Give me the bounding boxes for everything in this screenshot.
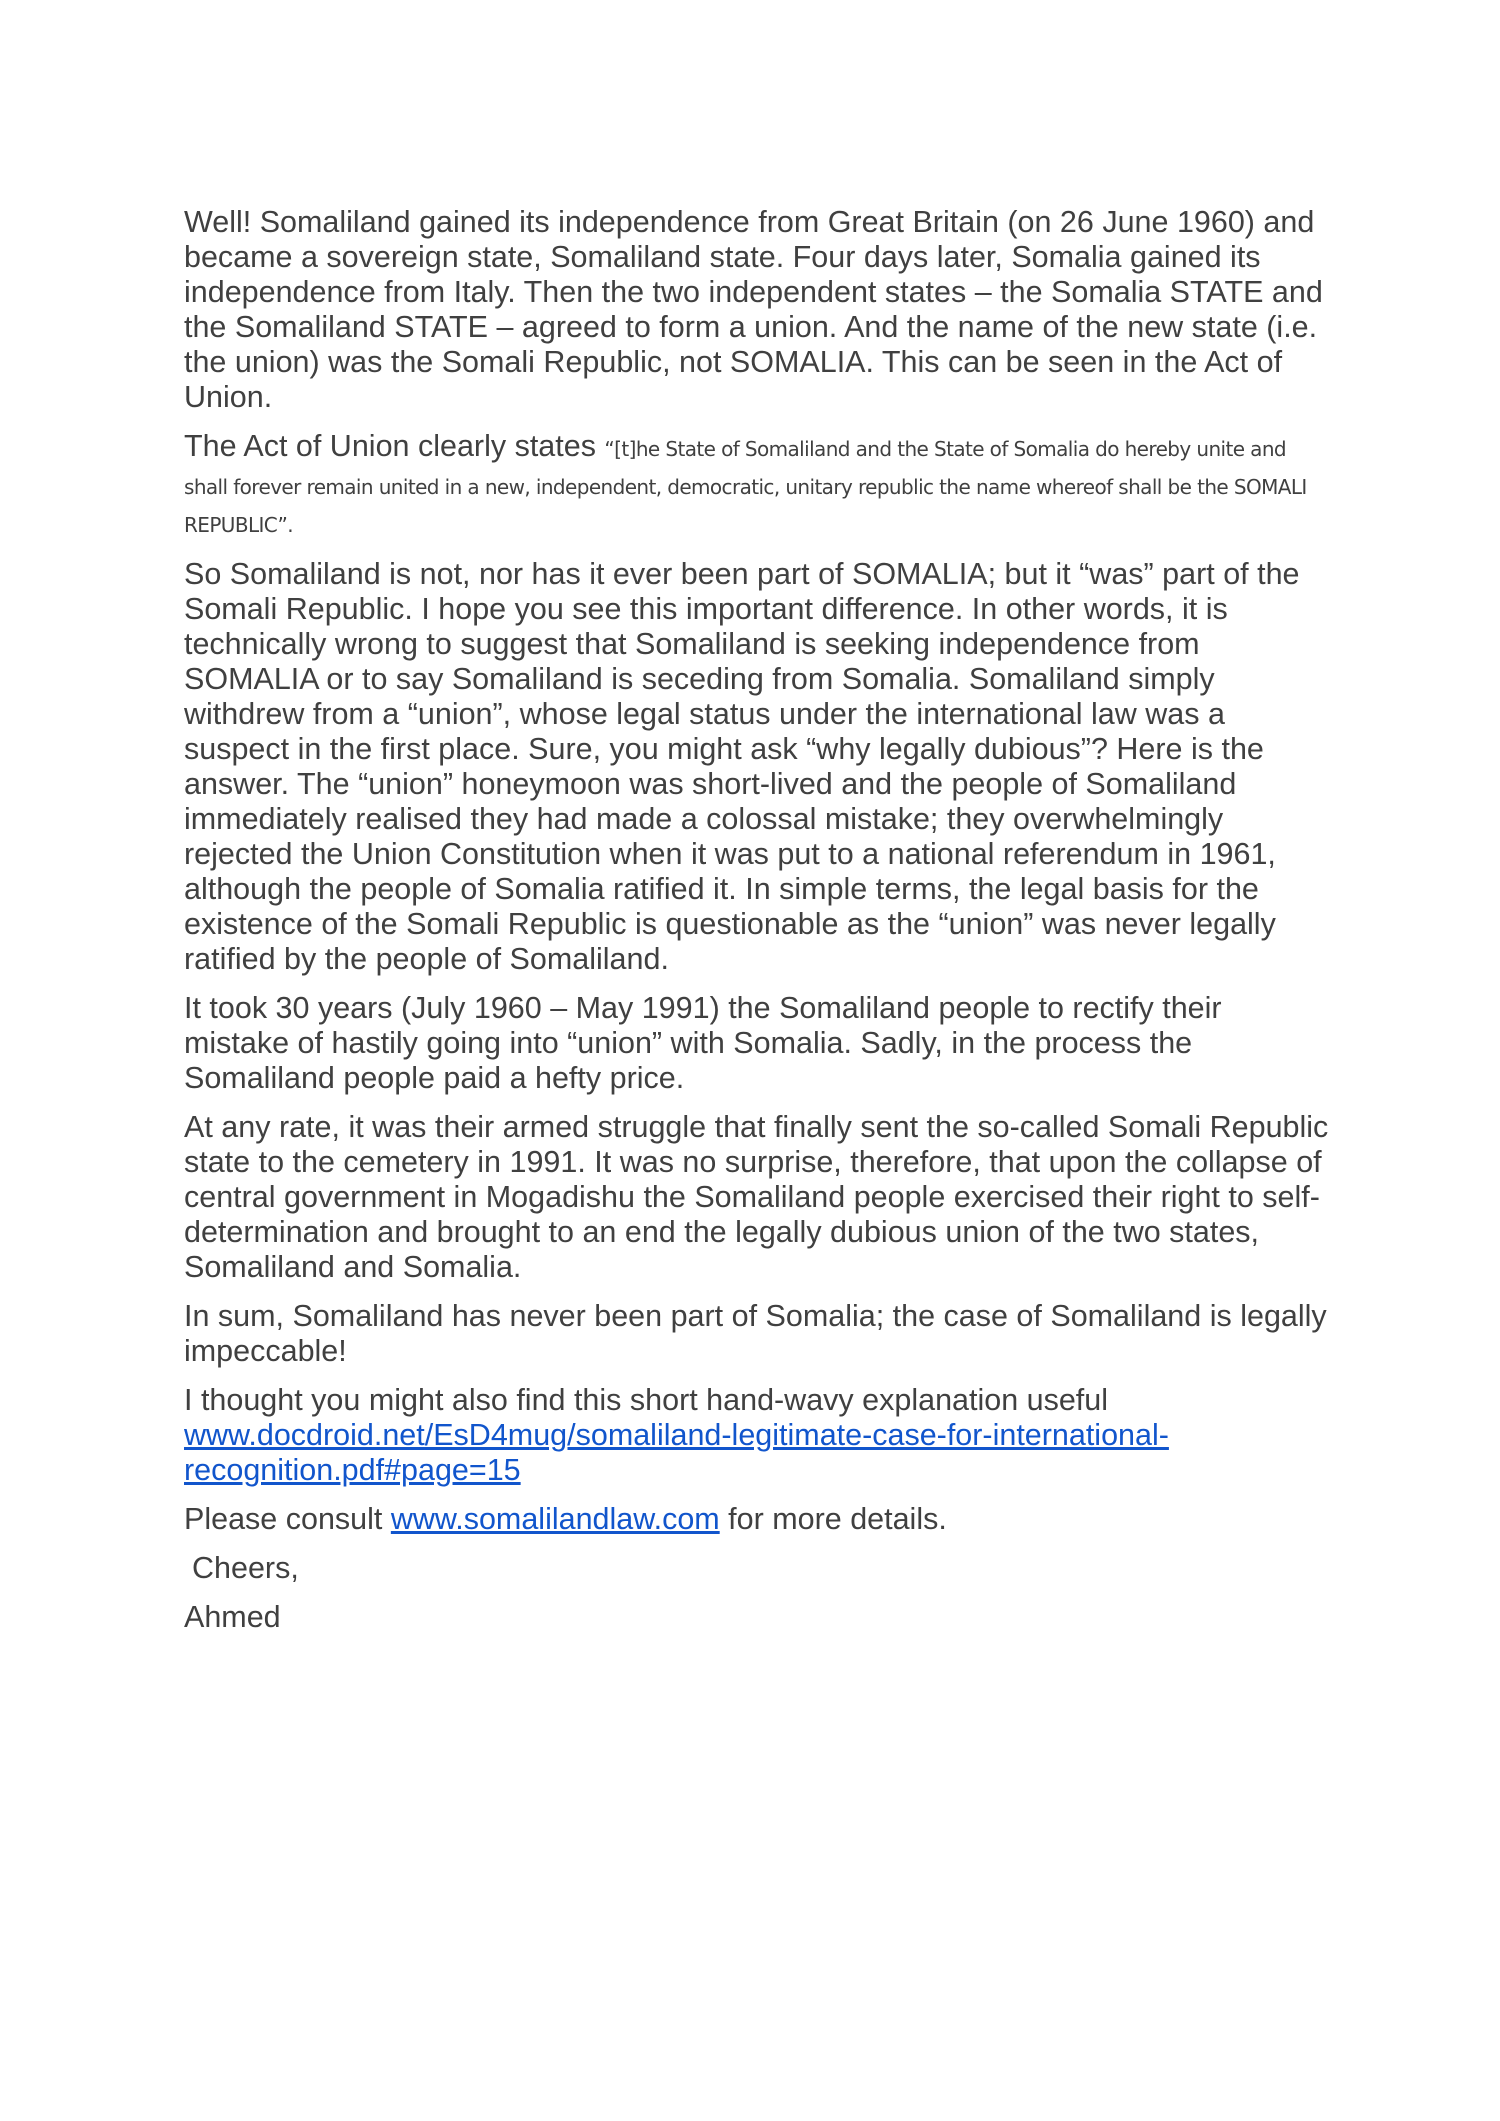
act-of-union-quote: “[t]he State of Somaliland and the State of Somalia do hereby unite and shall forever remain united in a new, independent, democratic, unitary republic the name whereof shall be the SOMALI REPUBLIC”. — [184, 437, 1307, 537]
paragraph-armed-struggle: At any rate, it was their armed struggle that finally sent the so-called Somali Republic state to the cemetery in 1991. It was no surprise, therefore, that upon the collapse of central government in Mogadishu the Somaliland people exercised their right to self-determination and brought to an end the legally dubious union of the two states, Somaliland and Somalia. — [184, 1110, 1329, 1284]
consult-text-after: for more details. — [719, 1502, 947, 1536]
act-of-union-lead: The Act of Union clearly states — [184, 429, 605, 463]
paragraph-thirty-years: It took 30 years (July 1960 – May 1991) the Somaliland people to rectify their mistake of hastily going into “union” with Somalia. Sadly, in the process the Somaliland people paid a hefty price. — [184, 991, 1222, 1095]
docdroid-link[interactable]: www.docdroid.net/EsD4mug/somaliland-legitimate-case-for-international-recognition.pdf#page=15 — [184, 1418, 1169, 1487]
paragraph-act-of-union — [184, 429, 1334, 543]
closing-salutation: Cheers, — [192, 1551, 299, 1585]
consult-text-before: Please consult — [184, 1502, 391, 1536]
paragraph-consult — [184, 1502, 1334, 1537]
paragraph-independence: Well! Somaliland gained its independence from Great Britain (on 26 June 1960) and became a sovereign state, Somaliland state. Four days later, Somalia gained its independence from Italy. Then the two independent states – the Somalia STATE and the Somaliland STATE – agreed to form a union. And the name of the new state (i.e. the union) was the Somali Republic, not SOMALIA. This can be seen in the Act of Union. — [184, 205, 1323, 414]
document-page — [184, 205, 1334, 1649]
signature: Ahmed — [184, 1600, 281, 1634]
paragraph-explanation — [184, 1383, 1334, 1488]
paragraph-in-sum: In sum, Somaliland has never been part of Somalia; the case of Somaliland is legally impeccable! — [184, 1299, 1327, 1368]
somalilandlaw-link[interactable]: www.somalilandlaw.com — [390, 1502, 720, 1536]
explanation-text: I thought you might also find this short hand-wavy explanation useful — [184, 1383, 1109, 1417]
paragraph-somali-republic: So Somaliland is not, nor has it ever been part of SOMALIA; but it “was” part of the Somali Republic. I hope you see this important difference. In other words, it is technically wrong to suggest that Somaliland is seeking independence from SOMALIA or to say Somaliland is seceding from Somalia. Somaliland simply withdrew from a “union”, whose legal status under the international law was a suspect in the first place. Sure, you might ask “why legally dubious”? Here is the answer. The “union” honeymoon was short-lived and the people of Somaliland immediately realised they had made a colossal mistake; they overwhelmingly rejected the Union Constitution when it was put to a national referendum in 1961, although the people of Somalia ratified it. In simple terms, the legal basis for the existence of the Somali Republic is questionable as the “union” was never legally ratified by the people of Somaliland. — [184, 557, 1300, 976]
